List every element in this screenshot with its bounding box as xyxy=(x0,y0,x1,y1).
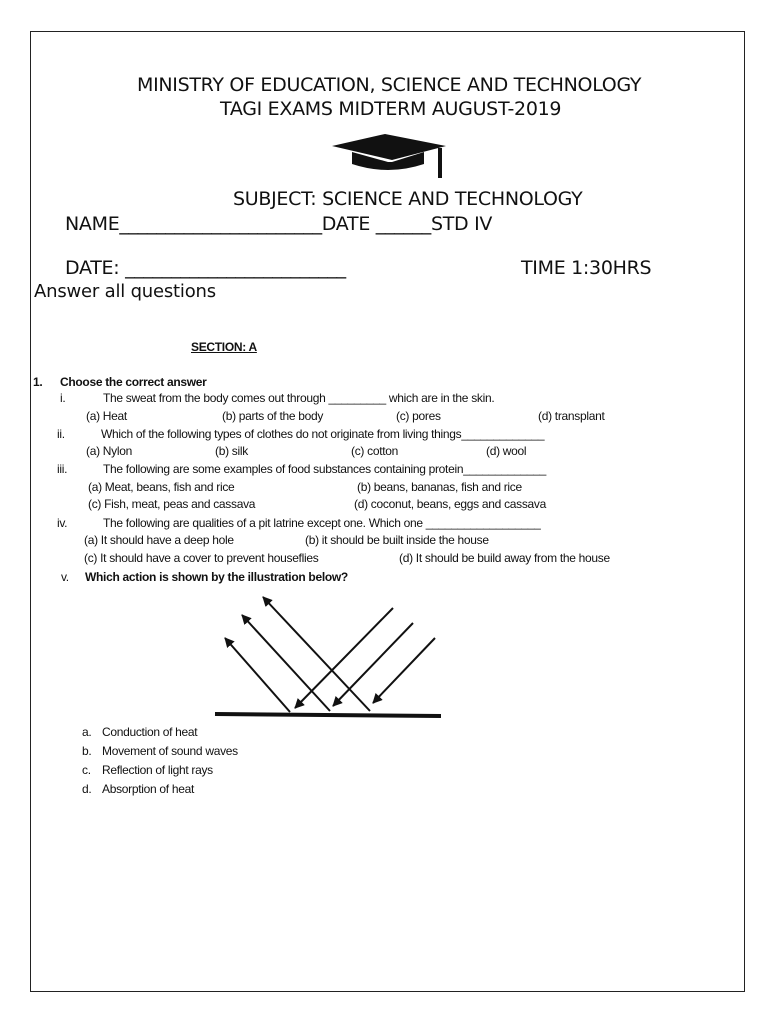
exam-title: TAGI EXAMS MIDTERM AUGUST-2019 xyxy=(220,98,562,120)
subject-line: SUBJECT: SCIENCE AND TECHNOLOGY xyxy=(233,188,583,210)
item-iv-number: iv. xyxy=(57,516,68,530)
item-v-question: Which action is shown by the illustration below? xyxy=(85,570,348,584)
time-allowed: TIME 1:30HRS xyxy=(521,257,652,279)
question-number: 1. xyxy=(33,375,43,389)
date-line: DATE: ________________________ xyxy=(65,257,346,279)
item-iii-option-b: (b) beans, bananas, fish and rice xyxy=(357,480,522,494)
reflecting-surface xyxy=(215,714,441,716)
item-v-option-c-letter: c. xyxy=(82,763,91,777)
instruction: Answer all questions xyxy=(34,281,216,302)
item-i-option-b: (b) parts of the body xyxy=(222,409,324,423)
item-ii-option-b: (b) silk xyxy=(215,444,248,458)
item-v-option-b-letter: b. xyxy=(82,744,92,758)
item-iv-question: The following are qualities of a pit latrine except one. Which one __________________ xyxy=(103,516,541,530)
item-iii-option-d: (d) coconut, beans, eggs and cassava xyxy=(354,497,546,511)
item-v-option-d-letter: d. xyxy=(82,782,92,796)
item-iv-option-c: (c) It should have a cover to prevent houseflies xyxy=(84,551,319,565)
item-i-option-a: (a) Heat xyxy=(86,409,127,423)
item-v-number: v. xyxy=(61,570,69,584)
item-iv-option-a: (a) It should have a deep hole xyxy=(84,533,234,547)
item-iii-question: The following are some examples of food substances containing protein_____________ xyxy=(103,462,547,476)
item-iv-option-b: (b) it should be built inside the house xyxy=(305,533,489,547)
question-title: Choose the correct answer xyxy=(60,375,207,389)
item-i-question: The sweat from the body comes out through _________ which are in the skin. xyxy=(103,391,495,405)
item-ii-option-c: (c) cotton xyxy=(351,444,399,458)
graduation-cap-icon xyxy=(330,134,448,180)
ministry-title: MINISTRY OF EDUCATION, SCIENCE AND TECHNOLOGY xyxy=(137,74,642,96)
item-v-option-a-letter: a. xyxy=(82,725,92,739)
item-ii-option-d: (d) wool xyxy=(486,444,527,458)
item-ii-question: Which of the following types of clothes do not originate from living things_____________ xyxy=(101,427,545,441)
item-i-number: i. xyxy=(60,391,66,405)
incident-ray-3 xyxy=(373,638,435,703)
item-v-option-a: Conduction of heat xyxy=(102,725,198,739)
reflected-ray-2 xyxy=(242,615,330,711)
item-i-option-d: (d) transplant xyxy=(538,409,605,423)
item-v-option-d: Absorption of heat xyxy=(102,782,195,796)
item-iii-option-a: (a) Meat, beans, fish and rice xyxy=(88,480,235,494)
item-v-option-c: Reflection of light rays xyxy=(102,763,213,777)
item-iii-option-c: (c) Fish, meat, peas and cassava xyxy=(88,497,256,511)
item-iv-option-d: (d) It should be build away from the house xyxy=(399,551,610,565)
item-ii-option-a: (a) Nylon xyxy=(86,444,132,458)
reflected-ray-1 xyxy=(225,638,290,712)
item-ii-number: ii. xyxy=(57,427,65,441)
reflection-illustration xyxy=(205,590,450,725)
item-iii-number: iii. xyxy=(57,462,68,476)
item-v-option-b: Movement of sound waves xyxy=(102,744,238,758)
item-i-option-c: (c) pores xyxy=(396,409,441,423)
name-date-std-line: NAME______________________DATE ______STD IV xyxy=(65,213,493,235)
incident-ray-2 xyxy=(333,623,413,706)
section-title: SECTION: A xyxy=(191,340,257,354)
